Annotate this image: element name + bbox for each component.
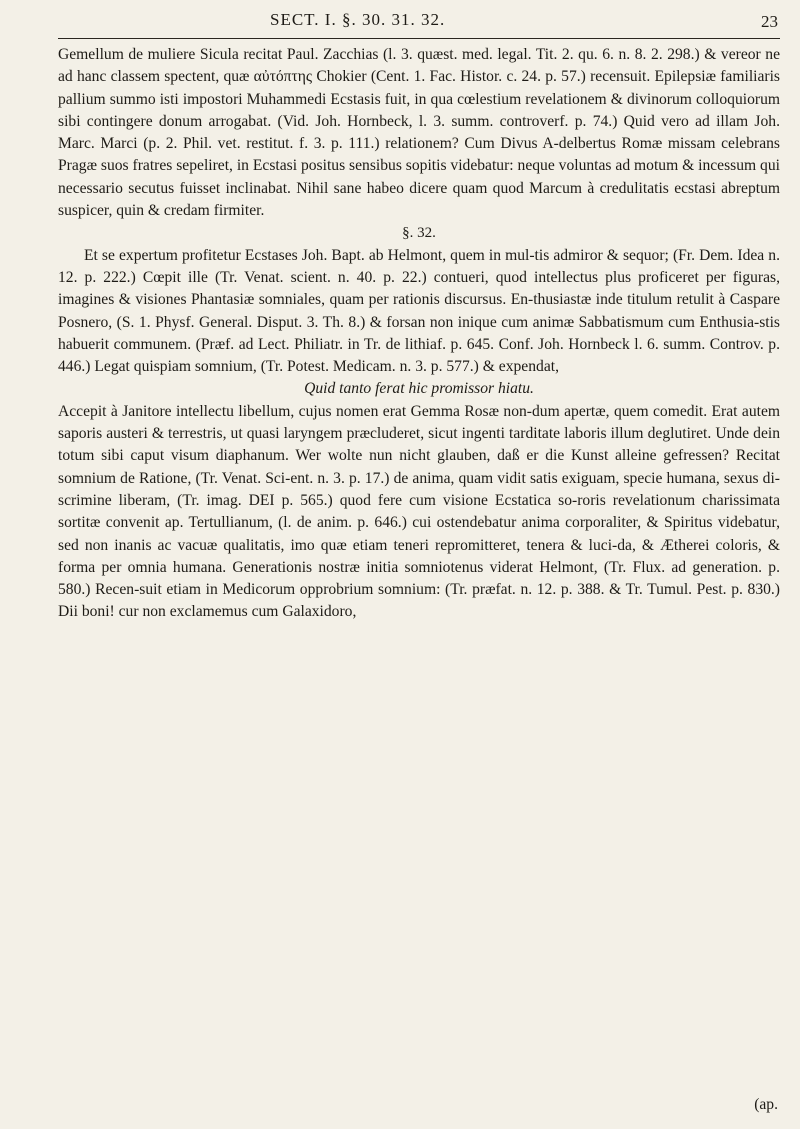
header-rule (58, 38, 780, 39)
page-number: 23 (761, 12, 778, 31)
body-text (58, 44, 780, 624)
paragraph: Et se expertum profitetur Ecstases Joh. Bapt. ab Helmont, quem in mul-tis admiror & sequor; (Fr. Dem. Idea n. 12. p. 222.) Cœpit ille (Tr. Venat. scient. n. 40. p. 22.) contueri, quod intellectus plus proficeret per figuras, imagines & visiones Phantasiæ somniales, quam per rationis discursus. En-thusiastæ inde titulum retulit à Caspare Posnero, (S. 1. Physf. General. Disput. 3. Th. 8.) & forsan non inique cum animæ Sabbatismum cum Enthusia-stis habuerit communem. (Præf. ad Lect. Philiatr. in Tr. de lithiaf. p. 645. Conf. Joh. Hornbeck l. 6. summ. Controv. p. 446.) Legat quispiam somnium, (Tr. Potest. Medicam. n. 3. p. 577.) & expendat, (58, 246, 780, 376)
paragraph: Gemellum de muliere Sicula recitat Paul. Zacchias (l. 3. quæst. med. legal. Tit. 2. qu. 6. n. 8. 2. 298.) & vereor ne ad hanc classem spectent, quæ αὐτόπτης Chokier (Cent. 1. Fac. Histor. c. 24. p. 57.) recensuit. Epilepsiæ familiaris pallium summo isti impostori Muhammedi Ecstasis fuit, in qua cœlestium revelationem & divinorum colloquiorum sibi contingere donum arrogabat. (Vid. Joh. Hornbeck, l. 3. summ. controverf. p. 74.) Quid vero ad illam Joh. Marc. Marci (p. 2. Phil. vet. restitut. f. 3. p. 111.) relationem? Cum Divus A-delbertus Romæ missam celebrans Pragæ suos fratres sepeliret, in Ecstasi positus sensibus sopitis videbatur: neque voluntas ad motum & incessum qui necessario secutus fuisset inclinabat. Nihil sane habeo dicere quam quod Marcum à credulitatis ecstasi abreptum suspicer, quin & credam firmiter. (58, 46, 780, 220)
running-head: SECT. I. §. 30. 31. 32. (270, 10, 446, 29)
section-mark: §. 32. (402, 225, 436, 242)
paragraph: Accepit à Janitore intellectu libellum, cujus nomen erat Gemma Rosæ non-dum apertæ, quem comedit. Erat autem saporis austeri & terrestris, ut quasi laryngem præcluderet, sicut ingenti tarditate laboris illum deglutiret. Unde dein totum sibi caput visum diaphanum. Wer wolte nun nicht glauben, daß er die Kunst alleine gefressen? Recitat somnium de Ratione, (Tr. Venat. Sci-ent. n. 3. p. 17.) de anima, quam vidit satis exiguam, specie humana, sexus di-scrimine liberam, (Tr. imag. DEI p. 565.) quod fere cum visione Ecstatica so-roris revelationum charissimata sortitæ convenit ap. Tertullianum, (l. de anim. p. 646.) cui ostendebatur anima corporaliter, & Spiritus videbatur, sed non inanis ac vacuæ qualitatis, imo quæ etiam teneri repromitteret, tenera & luci-da, & Ætherei coloris, & forma per omnia humana. Generationis nostræ initia somniotenus viderat Helmont, (Tr. Flux. ad generation. p. 580.) Recen-suit etiam in Medicorum opprobrium somnium: (Tr. præfat. n. 12. p. 388. & Tr. Tumul. Pest. p. 830.) Dii boni! cur non exclamemus cum Galaxidoro, (58, 402, 780, 621)
centered-quote: Quid tanto ferat hic promissor hiatu. (304, 380, 534, 398)
page-header (0, 6, 800, 42)
catchword: (ap. (754, 1096, 778, 1113)
